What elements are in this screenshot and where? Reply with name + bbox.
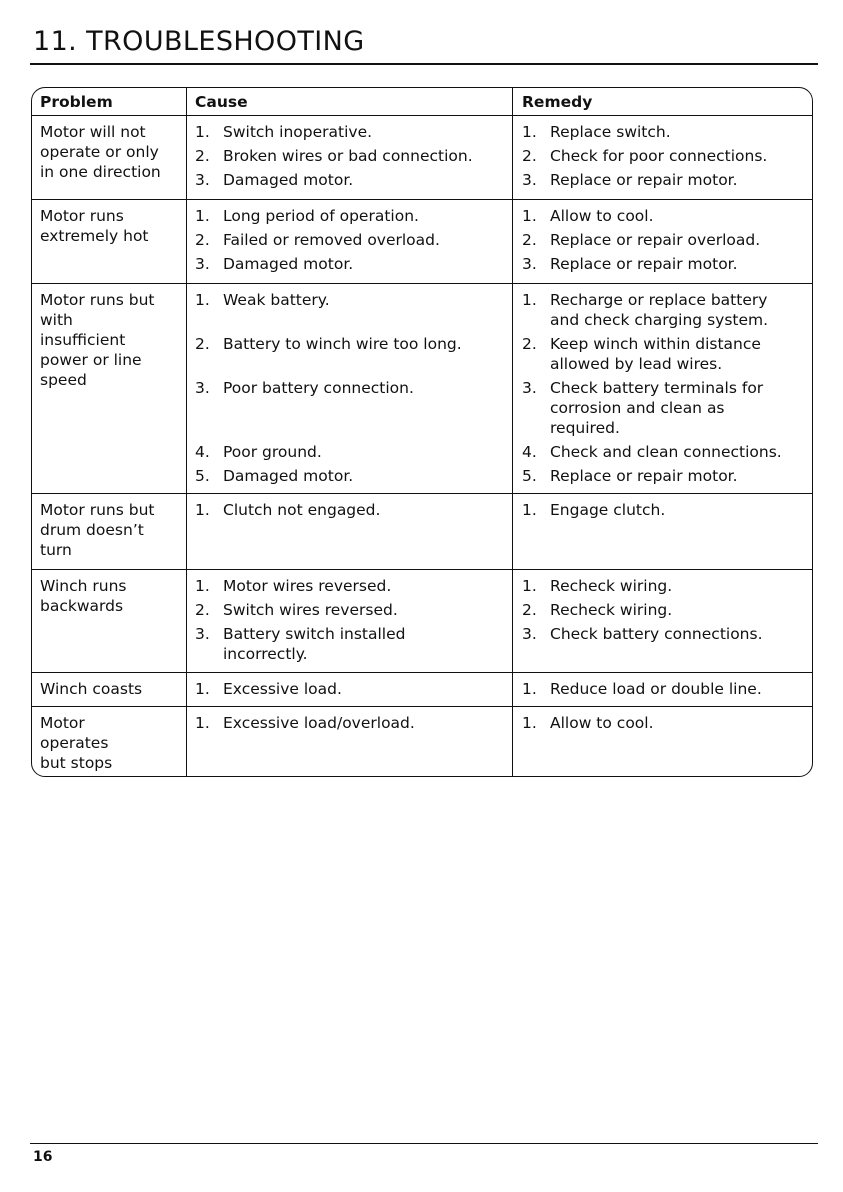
remedy-number: 3.	[522, 625, 537, 643]
table-row	[32, 200, 812, 284]
problem-text: insufficient	[40, 331, 126, 349]
page-title: 11. TROUBLESHOOTING	[33, 26, 365, 57]
remedy-text	[550, 713, 810, 733]
cause-number: 2.	[195, 601, 210, 619]
cause-line: Battery to winch wire too long.	[223, 335, 462, 353]
cause-line: Excessive load.	[223, 680, 342, 698]
cause-number: 1.	[195, 714, 210, 732]
remedy-line: Replace or repair motor.	[550, 171, 738, 189]
remedy-cell	[522, 206, 810, 282]
cause-text	[223, 378, 513, 398]
table-row	[32, 284, 812, 494]
remedy-number: 1.	[522, 123, 537, 141]
remedy-line: Replace or repair motor.	[550, 467, 738, 485]
remedy-line: and check charging system.	[550, 311, 769, 329]
cause-line: Excessive load/overload.	[223, 714, 415, 732]
remedy-number: 1.	[522, 680, 537, 698]
problem-text: operates	[40, 734, 109, 752]
remedy-number: 5.	[522, 467, 537, 485]
remedy-text	[550, 442, 810, 462]
title-divider	[30, 63, 818, 65]
cause-line: Damaged motor.	[223, 467, 354, 485]
cause-line: Weak battery.	[223, 291, 330, 309]
remedy-line: Check battery terminals for	[550, 379, 764, 397]
remedy-line: Check for poor connections.	[550, 147, 768, 165]
table-header-row	[32, 88, 812, 116]
remedy-line: Reduce load or double line.	[550, 680, 762, 698]
cause-text	[223, 713, 513, 733]
troubleshooting-table	[31, 87, 813, 777]
problem-text: but stops	[40, 754, 113, 772]
table-row	[32, 707, 812, 777]
remedy-cell	[522, 576, 810, 671]
remedy-text	[550, 600, 810, 620]
cause-number: 4.	[195, 443, 210, 461]
cause-text	[223, 290, 513, 310]
remedy-cell	[522, 679, 810, 705]
remedy-line: Replace or repair motor.	[550, 255, 738, 273]
problem-text: Winch coasts	[40, 680, 143, 698]
cause-line: Poor ground.	[223, 443, 322, 461]
cause-line: Damaged motor.	[223, 171, 354, 189]
cause-number: 1.	[195, 680, 210, 698]
problem-cell	[40, 500, 180, 560]
cause-number: 1.	[195, 291, 210, 309]
remedy-line: corrosion and clean as	[550, 399, 725, 417]
cause-line: Damaged motor.	[223, 255, 354, 273]
remedy-cell	[522, 122, 810, 198]
problem-text: in one direction	[40, 163, 161, 181]
cause-text	[223, 442, 513, 462]
remedy-text	[550, 254, 810, 274]
cause-number: 1.	[195, 207, 210, 225]
problem-cell	[40, 679, 180, 699]
remedy-cell	[522, 500, 810, 568]
table-row	[32, 673, 812, 707]
remedy-text	[550, 206, 810, 226]
cause-number: 3.	[195, 255, 210, 273]
cause-number: 3.	[195, 171, 210, 189]
problem-text: backwards	[40, 597, 124, 615]
remedy-number: 1.	[522, 207, 537, 225]
cause-cell	[195, 290, 513, 492]
remedy-number: 2.	[522, 231, 537, 249]
remedy-number: 1.	[522, 501, 537, 519]
cause-number: 1.	[195, 501, 210, 519]
problem-text: Motor	[40, 714, 85, 732]
footer-divider	[30, 1143, 818, 1144]
problem-text: Motor will not	[40, 123, 146, 141]
problem-text: drum doesn’t	[40, 521, 144, 539]
remedy-line: Allow to cool.	[550, 207, 654, 225]
remedy-text	[550, 500, 810, 520]
cause-number: 2.	[195, 335, 210, 353]
remedy-line: Replace or repair overload.	[550, 231, 761, 249]
remedy-cell	[522, 713, 810, 776]
remedy-line: Check battery connections.	[550, 625, 763, 643]
cause-cell	[195, 122, 513, 198]
remedy-text	[550, 146, 810, 166]
remedy-line: Allow to cool.	[550, 714, 654, 732]
remedy-number: 3.	[522, 171, 537, 189]
cause-line: Failed or removed overload.	[223, 231, 440, 249]
remedy-text	[550, 290, 810, 330]
cause-text	[223, 624, 513, 664]
cause-text	[223, 122, 513, 142]
remedy-number: 2.	[522, 601, 537, 619]
header-cause: Cause	[195, 93, 248, 111]
cause-number: 5.	[195, 467, 210, 485]
problem-cell	[40, 576, 180, 616]
cause-number: 1.	[195, 123, 210, 141]
remedy-line: Engage clutch.	[550, 501, 666, 519]
problem-text: Motor runs but	[40, 291, 155, 309]
cause-cell	[195, 500, 513, 568]
remedy-text	[550, 170, 810, 190]
cause-number: 3.	[195, 625, 210, 643]
remedy-number: 1.	[522, 714, 537, 732]
problem-cell	[40, 122, 180, 182]
cause-text	[223, 500, 513, 520]
cause-text	[223, 230, 513, 250]
remedy-line: required.	[550, 419, 620, 437]
cause-text	[223, 334, 513, 354]
remedy-line: Check and clean connections.	[550, 443, 782, 461]
cause-line: Long period of operation.	[223, 207, 419, 225]
cause-line: Switch inoperative.	[223, 123, 373, 141]
cause-text	[223, 679, 513, 699]
problem-cell	[40, 290, 180, 390]
cause-line: Poor battery connection.	[223, 379, 414, 397]
cause-line: Motor wires reversed.	[223, 577, 392, 595]
remedy-number: 3.	[522, 379, 537, 397]
problem-cell	[40, 713, 180, 773]
problem-text: extremely hot	[40, 227, 149, 245]
problem-text: turn	[40, 541, 72, 559]
remedy-text	[550, 576, 810, 596]
remedy-cell	[522, 290, 810, 492]
cause-line: Broken wires or bad connection.	[223, 147, 473, 165]
cause-number: 3.	[195, 379, 210, 397]
remedy-text	[550, 624, 810, 644]
remedy-line: Recheck wiring.	[550, 601, 673, 619]
table-row	[32, 116, 812, 200]
remedy-number: 3.	[522, 255, 537, 273]
problem-text: power or line	[40, 351, 142, 369]
remedy-line: Keep winch within distance	[550, 335, 761, 353]
cause-text	[223, 206, 513, 226]
cause-number: 2.	[195, 147, 210, 165]
cause-number: 2.	[195, 231, 210, 249]
remedy-number: 4.	[522, 443, 537, 461]
cause-text	[223, 600, 513, 620]
problem-text: speed	[40, 371, 87, 389]
remedy-text	[550, 334, 810, 374]
remedy-number: 2.	[522, 147, 537, 165]
remedy-line: Recharge or replace battery	[550, 291, 768, 309]
remedy-line: allowed by lead wires.	[550, 355, 723, 373]
problem-text: Motor runs but	[40, 501, 155, 519]
cause-number: 1.	[195, 577, 210, 595]
cause-cell	[195, 576, 513, 671]
cause-cell	[195, 679, 513, 705]
cause-line: incorrectly.	[223, 645, 308, 663]
remedy-number: 1.	[522, 577, 537, 595]
header-remedy: Remedy	[522, 93, 593, 111]
page-number: 16	[33, 1149, 53, 1165]
remedy-text	[550, 378, 810, 438]
cause-cell	[195, 206, 513, 282]
cause-line: Battery switch installed	[223, 625, 406, 643]
remedy-text	[550, 230, 810, 250]
cause-line: Switch wires reversed.	[223, 601, 398, 619]
remedy-line: Replace switch.	[550, 123, 671, 141]
problem-text: with	[40, 311, 73, 329]
cause-text	[223, 254, 513, 274]
cause-text	[223, 466, 513, 486]
cause-text	[223, 170, 513, 190]
remedy-text	[550, 466, 810, 486]
remedy-text	[550, 679, 810, 699]
cause-line: Clutch not engaged.	[223, 501, 381, 519]
remedy-number: 2.	[522, 335, 537, 353]
header-problem: Problem	[40, 93, 113, 111]
table-row	[32, 494, 812, 570]
cause-cell	[195, 713, 513, 776]
cause-text	[223, 576, 513, 596]
remedy-line: Recheck wiring.	[550, 577, 673, 595]
remedy-text	[550, 122, 810, 142]
remedy-number: 1.	[522, 291, 537, 309]
problem-cell	[40, 206, 180, 246]
problem-text: operate or only	[40, 143, 159, 161]
problem-text: Motor runs	[40, 207, 124, 225]
cause-text	[223, 146, 513, 166]
problem-text: Winch runs	[40, 577, 127, 595]
table-row	[32, 570, 812, 673]
